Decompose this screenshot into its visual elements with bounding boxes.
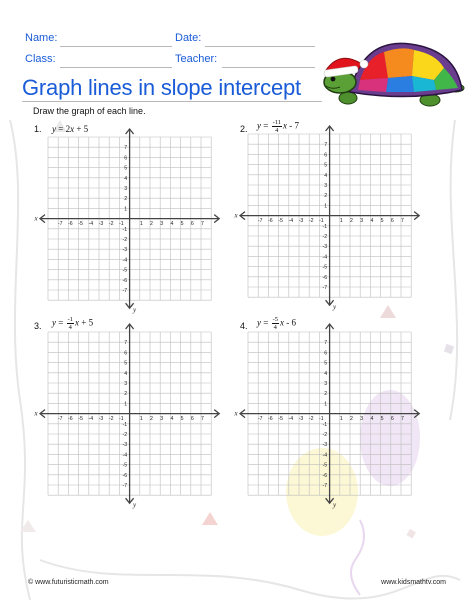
x-tick-label: 1	[140, 221, 144, 228]
y-tick-label: -1	[322, 224, 328, 231]
x-tick-label: -3	[299, 218, 304, 225]
y-tick-label: -1	[322, 422, 328, 429]
y-tick-label: 5	[124, 360, 128, 367]
x-tick-label: -4	[288, 218, 294, 225]
y-tick-label: -1	[122, 227, 128, 234]
y-tick-label: -7	[322, 483, 328, 490]
x-tick-label: 2	[350, 218, 354, 225]
y-tick-label: -6	[322, 275, 328, 282]
x-tick-label: -5	[278, 416, 284, 423]
y-tick-label: 7	[124, 340, 128, 347]
x-tick-label: 3	[160, 221, 164, 228]
y-tick-label: -4	[322, 452, 328, 459]
x-tick-label: -7	[258, 416, 263, 423]
x-tick-label: 6	[191, 416, 195, 423]
x-tick-label: -1	[319, 218, 325, 225]
y-tick-label: -3	[322, 244, 328, 251]
x-tick-label: 7	[201, 221, 205, 228]
y-axis-label: y	[333, 501, 337, 510]
y-tick-label: -5	[122, 462, 128, 469]
y-tick-label: 2	[324, 193, 328, 200]
y-tick-label: -4	[122, 257, 128, 264]
coordinate-grid-3[interactable]	[34, 317, 223, 510]
y-tick-label: 1	[324, 401, 328, 408]
x-tick-label: -3	[99, 221, 104, 228]
eq-variable: x	[280, 317, 284, 328]
y-tick-label: -5	[322, 462, 328, 469]
y-tick-label: 1	[324, 203, 328, 210]
x-tick-label: 1	[140, 416, 144, 423]
x-tick-label: -7	[258, 218, 263, 225]
eq-numerator: -11	[272, 119, 282, 126]
x-tick-label: 7	[401, 218, 405, 225]
x-tick-label: 4	[370, 218, 374, 225]
x-axis-label: x	[234, 409, 238, 418]
y-tick-label: 4	[124, 176, 128, 183]
y-tick-label: 6	[324, 152, 328, 159]
y-tick-label: -6	[122, 278, 128, 285]
teacher-field-line[interactable]	[222, 67, 315, 68]
x-tick-label: 4	[170, 416, 174, 423]
x-tick-label: -5	[78, 221, 84, 228]
y-tick-label: -4	[122, 452, 128, 459]
x-tick-label: -1	[119, 416, 125, 423]
x-tick-label: 7	[401, 416, 405, 423]
y-tick-label: 5	[324, 360, 328, 367]
coordinate-grid-1[interactable]	[34, 125, 223, 315]
eq-variable: x	[283, 120, 288, 131]
eq-sign: =	[58, 317, 64, 328]
title-divider	[22, 101, 322, 102]
eq-numerator: -5	[272, 316, 278, 323]
eq-denominator: 4	[273, 324, 277, 331]
eq-lhs: y	[257, 317, 261, 328]
y-tick-label: 6	[124, 350, 128, 357]
x-tick-label: 4	[370, 416, 374, 423]
x-axis-label: x	[34, 214, 38, 223]
x-tick-label: -2	[109, 416, 114, 423]
y-tick-label: 7	[324, 340, 328, 347]
y-tick-label: 3	[324, 381, 328, 388]
y-tick-label: 5	[124, 165, 128, 172]
eq-constant: - 6	[286, 317, 296, 328]
y-tick-label: 2	[124, 391, 128, 398]
name-field-line[interactable]	[60, 46, 172, 47]
coordinate-grid-2[interactable]	[234, 122, 423, 312]
eq-variable: x	[70, 124, 75, 134]
y-tick-label: -3	[122, 247, 128, 254]
y-tick-label: 3	[124, 381, 128, 388]
x-tick-label: -5	[78, 416, 84, 423]
eq-denominator: 4	[275, 127, 279, 134]
x-tick-label: 5	[181, 416, 184, 423]
eq-coefficient: 2	[65, 124, 71, 134]
x-tick-label: 5	[381, 218, 384, 225]
y-tick-label: -2	[122, 432, 128, 439]
date-field-line[interactable]	[205, 46, 315, 47]
x-tick-label: -1	[119, 221, 125, 228]
x-tick-label: 7	[201, 416, 205, 423]
y-axis-label: y	[333, 303, 337, 312]
y-tick-label: 1	[124, 206, 128, 213]
x-tick-label: -5	[278, 218, 284, 225]
x-tick-label: -3	[299, 416, 304, 423]
x-tick-label: -1	[319, 416, 325, 423]
y-tick-label: -6	[322, 473, 328, 480]
y-tick-label: 1	[124, 401, 128, 408]
class-label: Class:	[25, 53, 56, 65]
y-tick-label: 6	[124, 155, 128, 162]
page-title: Graph lines in slope intercept	[22, 75, 301, 100]
x-tick-label: -6	[68, 416, 74, 423]
y-tick-label: 5	[324, 162, 328, 169]
y-tick-label: 2	[124, 196, 128, 203]
x-tick-label: 1	[340, 218, 344, 225]
x-tick-label: 6	[191, 221, 195, 228]
y-tick-label: -2	[322, 432, 328, 439]
teacher-label: Teacher:	[175, 53, 218, 65]
x-tick-label: 4	[170, 221, 174, 228]
footer-left-url[interactable]: © www.futuristicmath.com	[28, 579, 109, 586]
x-tick-label: 2	[150, 221, 154, 228]
x-tick-label: -6	[268, 218, 274, 225]
eq-sign: =	[263, 317, 269, 328]
x-tick-label: -4	[88, 221, 94, 228]
y-tick-label: 3	[324, 183, 328, 190]
eq-lhs: y	[52, 317, 56, 328]
eq-sign: =	[263, 120, 269, 131]
y-tick-label: -7	[322, 285, 328, 292]
coordinate-grid-4[interactable]	[234, 317, 423, 510]
eq-constant: + 5	[81, 317, 94, 328]
x-tick-label: 6	[391, 416, 395, 423]
class-field-line[interactable]	[60, 67, 172, 68]
turtle-mascot-image	[318, 30, 468, 110]
x-tick-label: -2	[109, 221, 114, 228]
x-tick-label: 6	[391, 218, 395, 225]
eq-lhs: y	[257, 120, 261, 131]
instructions-text: Draw the graph of each line.	[33, 106, 146, 116]
y-tick-label: -6	[122, 473, 128, 480]
name-label: Name:	[25, 32, 58, 44]
x-tick-label: 5	[181, 221, 184, 228]
x-tick-label: -2	[309, 416, 314, 423]
x-tick-label: -7	[58, 416, 63, 423]
y-tick-label: 4	[124, 371, 128, 378]
y-tick-label: -5	[322, 264, 328, 271]
x-tick-label: -4	[288, 416, 294, 423]
eq-variable: x	[75, 317, 79, 328]
x-tick-label: 5	[381, 416, 384, 423]
x-tick-label: 2	[150, 416, 154, 423]
x-tick-label: -7	[58, 221, 63, 228]
eq-lhs: y	[52, 124, 56, 134]
date-label: Date:	[175, 32, 202, 44]
y-tick-label: -2	[122, 237, 128, 244]
problem-1-number: 1.	[34, 124, 42, 134]
eq-numerator: -1	[67, 316, 73, 323]
y-tick-label: -3	[322, 442, 328, 449]
y-tick-label: 4	[324, 173, 328, 180]
y-tick-label: -5	[122, 267, 128, 274]
y-tick-label: 4	[324, 371, 328, 378]
x-tick-label: 3	[360, 218, 364, 225]
y-tick-label: -3	[122, 442, 128, 449]
y-tick-label: 6	[324, 350, 328, 357]
x-axis-label: x	[34, 409, 38, 418]
y-tick-label: -4	[322, 254, 328, 261]
problem-3-number: 3.	[34, 321, 42, 331]
x-tick-label: 2	[350, 416, 354, 423]
eq-constant: - 7	[289, 120, 300, 131]
y-tick-label: -2	[322, 234, 328, 241]
problem-4-number: 4.	[240, 321, 248, 331]
x-tick-label: -2	[309, 218, 314, 225]
eq-denominator: 4	[68, 324, 72, 331]
eq-sign: =	[58, 124, 64, 134]
x-tick-label: -4	[88, 416, 94, 423]
x-tick-label: -6	[268, 416, 274, 423]
y-tick-label: 3	[124, 186, 128, 193]
y-tick-label: 7	[324, 142, 328, 149]
footer-right-url[interactable]: www.kidsmathtv.com	[381, 579, 446, 586]
x-axis-label: x	[234, 211, 238, 220]
x-tick-label: 1	[340, 416, 344, 423]
y-tick-label: -7	[122, 483, 128, 490]
y-tick-label: 7	[124, 145, 128, 152]
y-tick-label: 2	[324, 391, 328, 398]
problem-2-number: 2.	[240, 124, 248, 134]
x-tick-label: -6	[68, 221, 74, 228]
x-tick-label: 3	[160, 416, 164, 423]
x-tick-label: 3	[360, 416, 364, 423]
y-axis-label: y	[133, 306, 137, 315]
y-tick-label: -1	[122, 422, 128, 429]
y-tick-label: -7	[122, 288, 128, 295]
x-tick-label: -3	[99, 416, 104, 423]
eq-constant: + 5	[76, 124, 89, 134]
y-axis-label: y	[133, 501, 137, 510]
